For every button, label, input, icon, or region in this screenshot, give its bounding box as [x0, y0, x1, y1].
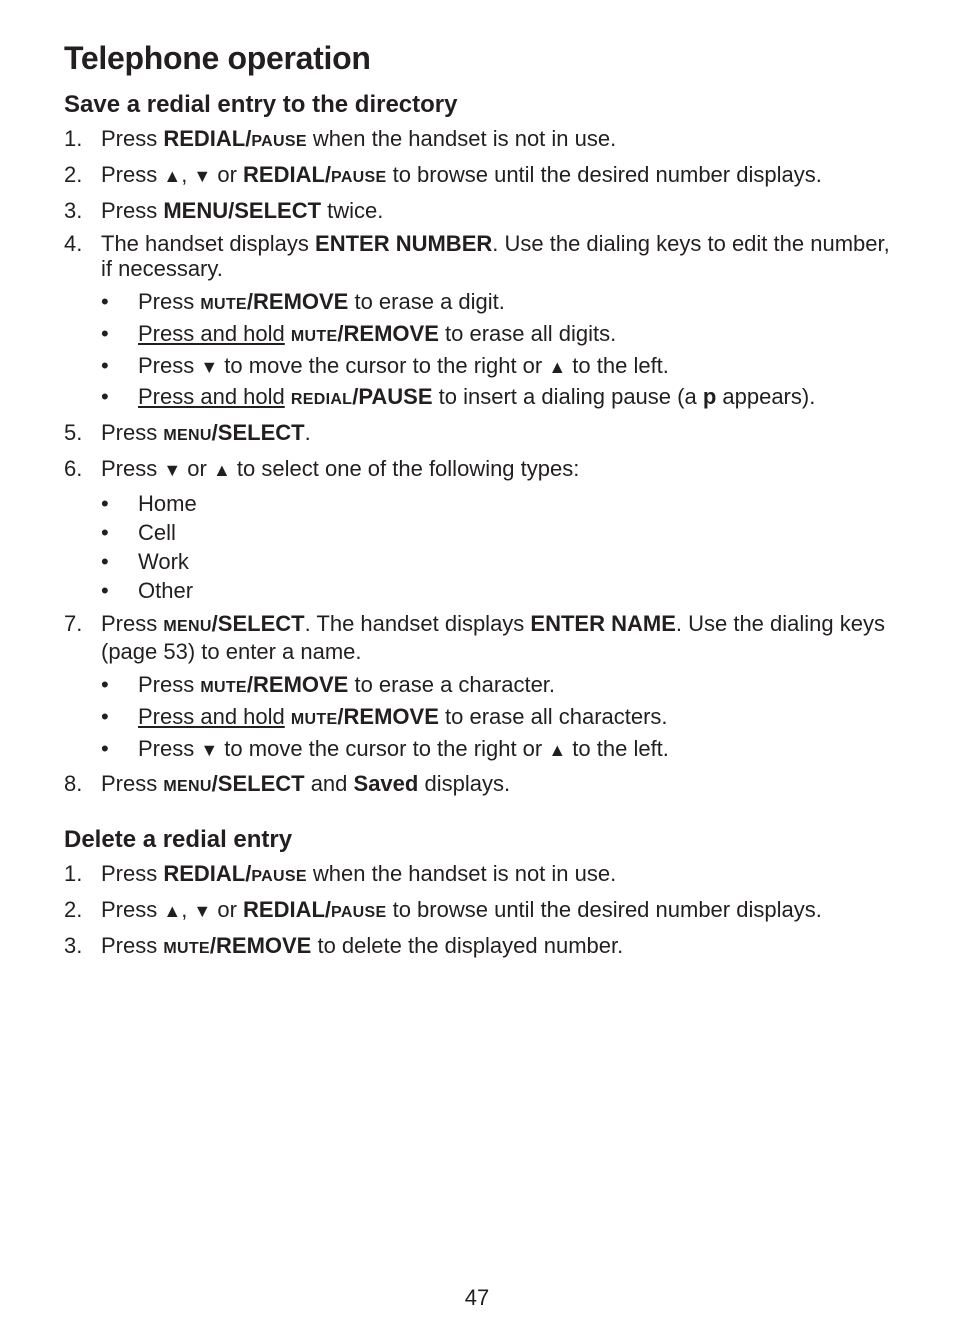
section — [64, 825, 904, 961]
step-text: Press ▲, ▼ or REDIAL/PAUSE to browse until the desired number displays. — [101, 897, 822, 922]
page-title: Telephone operation — [64, 40, 371, 76]
bold-text: MENU/SELECT — [163, 198, 322, 223]
step-text: Press REDIAL/PAUSE when the handset is not in use. — [101, 861, 617, 886]
bold-text: /SELECT — [211, 771, 305, 796]
key-name: PAUSE — [251, 133, 307, 150]
step-item — [64, 198, 904, 223]
step-item — [64, 771, 904, 799]
bullet-text: Press MUTE/REMOVE to erase a digit. — [138, 289, 505, 314]
bullet-item — [101, 736, 904, 763]
down-arrow-icon: ▼ — [193, 166, 212, 186]
bold-text: REDIAL/ — [163, 126, 252, 151]
step-item — [64, 126, 904, 154]
step-text: Press ▲, ▼ or REDIAL/PAUSE to browse until the desired number displays. — [101, 162, 822, 187]
down-arrow-icon: ▼ — [200, 357, 219, 377]
bold-text: /REMOVE — [337, 321, 439, 346]
step-text: Press MENU/SELECT. — [101, 420, 311, 445]
bullet-icon: • — [101, 289, 109, 314]
bullet-icon: • — [101, 672, 109, 697]
step-number: 3. — [64, 933, 83, 958]
step-number: 2. — [64, 897, 83, 922]
section-heading: Delete a redial entry — [64, 826, 293, 853]
down-arrow-icon: ▼ — [193, 901, 212, 921]
step-number: 5. — [64, 420, 83, 445]
step-number: 3. — [64, 198, 83, 223]
step-text: Press MENU/SELECT and Saved displays. — [101, 771, 511, 796]
page — [64, 38, 904, 969]
step-text: Press MENU/SELECT twice. — [101, 198, 384, 223]
step-number: 1. — [64, 861, 83, 886]
up-arrow-icon: ▲ — [163, 901, 182, 921]
bullet-item — [101, 384, 904, 412]
up-arrow-icon: ▲ — [548, 740, 567, 760]
bullet-item — [101, 672, 904, 700]
bold-text: /SELECT — [211, 420, 305, 445]
bullet-item — [101, 289, 904, 317]
up-arrow-icon: ▲ — [548, 357, 567, 377]
step-text: Press MUTE/REMOVE to delete the displayed number. — [101, 933, 624, 958]
step-number: 6. — [64, 456, 83, 481]
step-number: 8. — [64, 771, 83, 796]
bullet-icon: • — [101, 736, 109, 761]
down-arrow-icon: ▼ — [163, 460, 182, 480]
step-number: 7. — [64, 611, 83, 636]
sections — [64, 90, 904, 961]
bold-text: ENTER NUMBER — [315, 231, 493, 256]
key-name: MUTE — [200, 679, 247, 696]
key-name: PAUSE — [251, 868, 307, 885]
step-item — [64, 231, 904, 412]
bullet-text: Press ▼ to move the cursor to the right or ▲ to the left. — [138, 353, 669, 378]
bold-text: /REMOVE — [246, 672, 349, 697]
page-number: 47 — [464, 1285, 490, 1310]
key-name: MENU — [163, 427, 212, 444]
step-text: Press ▼ or ▲ to select one of the following types: — [101, 456, 580, 481]
key-name: MUTE — [163, 940, 210, 957]
step-number: 2. — [64, 162, 83, 187]
key-name: REDIAL — [290, 391, 353, 408]
key-name: MENU — [163, 778, 212, 795]
bold-text: /SELECT — [211, 611, 305, 636]
bold-text: /REMOVE — [246, 289, 349, 314]
bullet-item — [101, 491, 904, 516]
bullet-icon: • — [101, 578, 109, 603]
step-item — [64, 897, 904, 925]
bullet-icon: • — [101, 549, 109, 574]
bullet-icon: • — [101, 520, 109, 545]
key-name: PAUSE — [331, 169, 387, 186]
step-list — [64, 126, 904, 799]
up-arrow-icon: ▲ — [212, 460, 231, 480]
bullet-item — [101, 353, 904, 380]
down-arrow-icon: ▼ — [200, 740, 219, 760]
bullet-text: Press ▼ to move the cursor to the right or ▲ to the left. — [138, 736, 669, 761]
step-item — [64, 611, 904, 763]
bullet-list — [101, 491, 904, 603]
step-item — [64, 861, 904, 889]
step-item — [64, 420, 904, 448]
bullet-text: Home — [138, 491, 197, 516]
bold-text: ENTER NAME — [530, 611, 676, 636]
key-name: MUTE — [290, 328, 338, 345]
key-name: MUTE — [200, 296, 247, 313]
bold-text: REDIAL/ — [243, 897, 332, 922]
bold-text: REDIAL/ — [243, 162, 332, 187]
key-name: PAUSE — [331, 904, 387, 921]
step-list — [64, 861, 904, 961]
bullet-icon: • — [101, 321, 109, 346]
bullet-text: Press MUTE/REMOVE to erase a character. — [138, 672, 556, 697]
bullet-item — [101, 578, 904, 603]
bullet-text: Other — [138, 578, 194, 603]
underlined-text: Press and hold — [138, 704, 285, 729]
bold-text: REDIAL/ — [163, 861, 252, 886]
bold-text: p — [702, 384, 717, 409]
bullet-list — [101, 672, 904, 763]
bold-text: /REMOVE — [337, 704, 439, 729]
step-item — [64, 456, 904, 603]
bullet-list — [101, 289, 904, 412]
step-number: 1. — [64, 126, 83, 151]
bullet-item — [101, 549, 904, 574]
bullet-icon: • — [101, 353, 109, 378]
section-heading: Save a redial entry to the directory — [64, 91, 458, 118]
key-name: MUTE — [290, 711, 338, 728]
bullet-item — [101, 520, 904, 545]
step-text: The handset displays ENTER NUMBER. Use the dialing keys to edit the number, if necessary. — [101, 231, 890, 281]
bold-text: /REMOVE — [209, 933, 312, 958]
up-arrow-icon: ▲ — [163, 166, 182, 186]
step-item — [64, 933, 904, 961]
bullet-item — [101, 321, 904, 349]
bullet-text: Cell — [138, 520, 176, 545]
step-text: Press REDIAL/PAUSE when the handset is not in use. — [101, 126, 617, 151]
bullet-text: Press and hold REDIAL/PAUSE to insert a dialing pause (a p appears). — [138, 384, 816, 409]
bullet-text: Press and hold MUTE/REMOVE to erase all characters. — [138, 704, 668, 729]
step-item — [64, 162, 904, 190]
step-text: Press MENU/SELECT. The handset displays ENTER NAME. Use the dialing keys (page 53) to enter a name. — [101, 611, 885, 664]
bullet-icon: • — [101, 704, 109, 729]
underlined-text: Press and hold — [138, 384, 285, 409]
section — [64, 90, 904, 799]
bold-text: /PAUSE — [352, 384, 433, 409]
bullet-icon: • — [101, 384, 109, 409]
bullet-item — [101, 704, 904, 732]
bold-text: Saved — [353, 771, 419, 796]
bullet-text: Press and hold MUTE/REMOVE to erase all digits. — [138, 321, 617, 346]
bullet-text: Work — [138, 549, 189, 574]
key-name: MENU — [163, 618, 212, 635]
step-number: 4. — [64, 231, 83, 256]
bullet-icon: • — [101, 491, 109, 516]
underlined-text: Press and hold — [138, 321, 285, 346]
